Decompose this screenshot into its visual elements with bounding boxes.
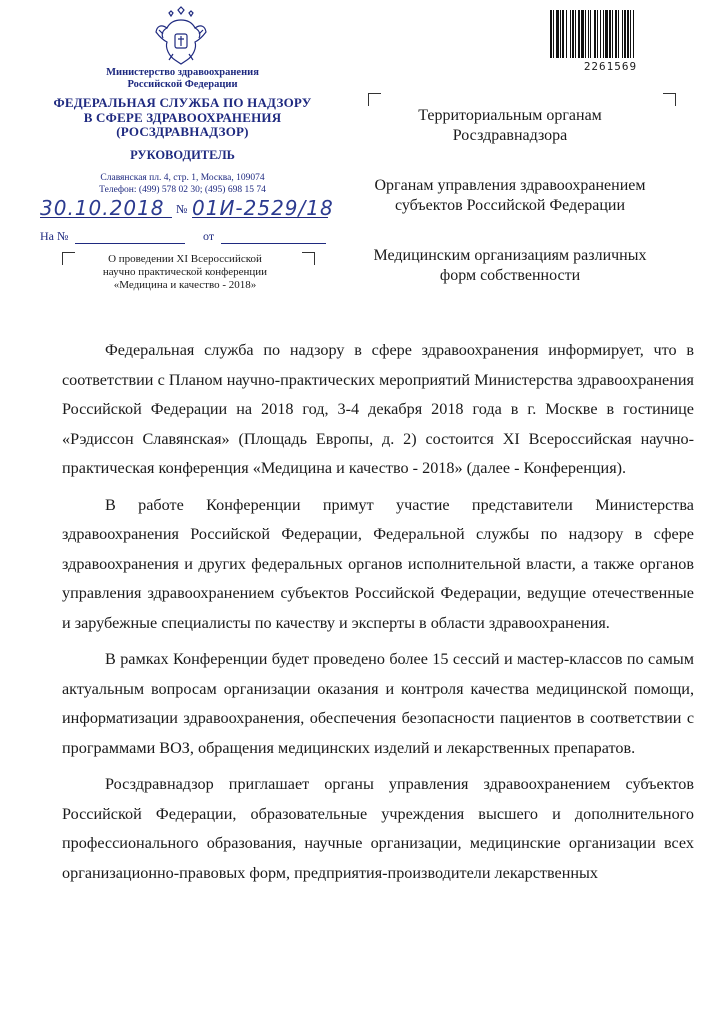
- body-paragraph-1: Федеральная служба по надзору в сфере здравоохранения информирует, что в соответствии с Планом научно-практических мероприятий Министерства здравоохранения Российской Федерации на 2018 год, 3-4 декабря 2018 года в г. Москве в гостинице «Рэдиссон Славянская» (Площадь Европы, д. 2) состоится XI Всероссийская научно-практическая конференция «Медицина и качество - 2018» (далее - Конференция).: [62, 341, 694, 477]
- address-block: [40, 172, 325, 196]
- recipient-1-line-1: Территориальным органам: [418, 107, 602, 124]
- recipient-2-line-2: субъектов Российской Федерации: [394, 197, 626, 214]
- body-paragraph-3: В рамках Конференции будет проведено более 15 сессий и мастер-классов по самым актуальным вопросам организации оказания и контроля качества медицинской помощи, информатизации здравоохранения, обеспечения безопасности пациентов в соответствии с программами ВОЗ, обращения медицинских изделий и лекарственных препаратов.: [62, 650, 694, 757]
- recipient-1: [360, 106, 660, 146]
- recipient-3: [360, 246, 660, 286]
- ministry-line-2: Российской Федерации: [127, 79, 238, 90]
- handwritten-date: 30.10.2018: [40, 196, 165, 220]
- handwritten-number: 01И-2529/18: [192, 196, 334, 220]
- body-paragraph-2: В работе Конференции примут участие представители Министерства здравоохранения Российской Федерации, Федеральной службы по надзору в сфере здравоохранения и других федеральных органов исполнительной власти, а также органов управления здравоохранением субъектов Российской Федерации, ведущие отечественные и зарубежные специалисты по качеству и эксперты в области здравоохранения.: [62, 495, 694, 632]
- from-label: от: [203, 229, 215, 243]
- body-paragraph-4: Росздравнадзор приглашает органы управления здравоохранением субъектов Российской Федерации, образовательные учреждения высшего и дополнительного профессионального образования, научные организации, медицинские организации всех организационно-правовых форм, предприятия-производители лекарственных: [62, 775, 694, 882]
- recipient-2: [360, 176, 660, 216]
- head-title: РУКОВОДИТЕЛЬ: [130, 148, 235, 162]
- subject-line-1: О проведении XI Всероссийской: [108, 253, 262, 265]
- letter-body: [62, 336, 694, 888]
- address-line: Славянская пл. 4, стр. 1, Москва, 109074: [100, 173, 265, 183]
- ministry-name: [40, 67, 325, 91]
- barcode-number: 2261569: [583, 60, 638, 73]
- ref-label: На №: [40, 229, 69, 243]
- subject-block: [80, 253, 290, 292]
- recipient-3-line-2: форм собственности: [439, 267, 581, 284]
- subject-line-3: «Медицина и качество - 2018»: [113, 279, 257, 291]
- recipient-1-line-2: Росздравнадзора: [452, 127, 568, 144]
- recipient-2-line-1: Органам управления здравоохранением: [374, 177, 646, 194]
- recipient-3-line-1: Медицинским организациям различных: [373, 247, 647, 264]
- ministry-line-1: Министерство здравоохранения: [106, 67, 259, 78]
- subject-line-2: научно практической конференции: [102, 266, 268, 278]
- service-name: [40, 96, 325, 140]
- coat-of-arms-icon: [153, 6, 209, 66]
- service-line-2: В СФЕРЕ ЗДРАВООХРАНЕНИЯ: [83, 109, 282, 125]
- reference-row: [40, 229, 330, 245]
- barcode-icon: [548, 10, 673, 60]
- registration-row: [40, 196, 334, 222]
- number-label: №: [176, 202, 188, 216]
- service-line-1: ФЕДЕРАЛЬНАЯ СЛУЖБА ПО НАДЗОРУ: [53, 95, 312, 110]
- service-line-3: (РОСЗДРАВНАДЗОР): [116, 124, 249, 139]
- phone-line: Телефон: (499) 578 02 30; (495) 698 15 74: [99, 185, 266, 195]
